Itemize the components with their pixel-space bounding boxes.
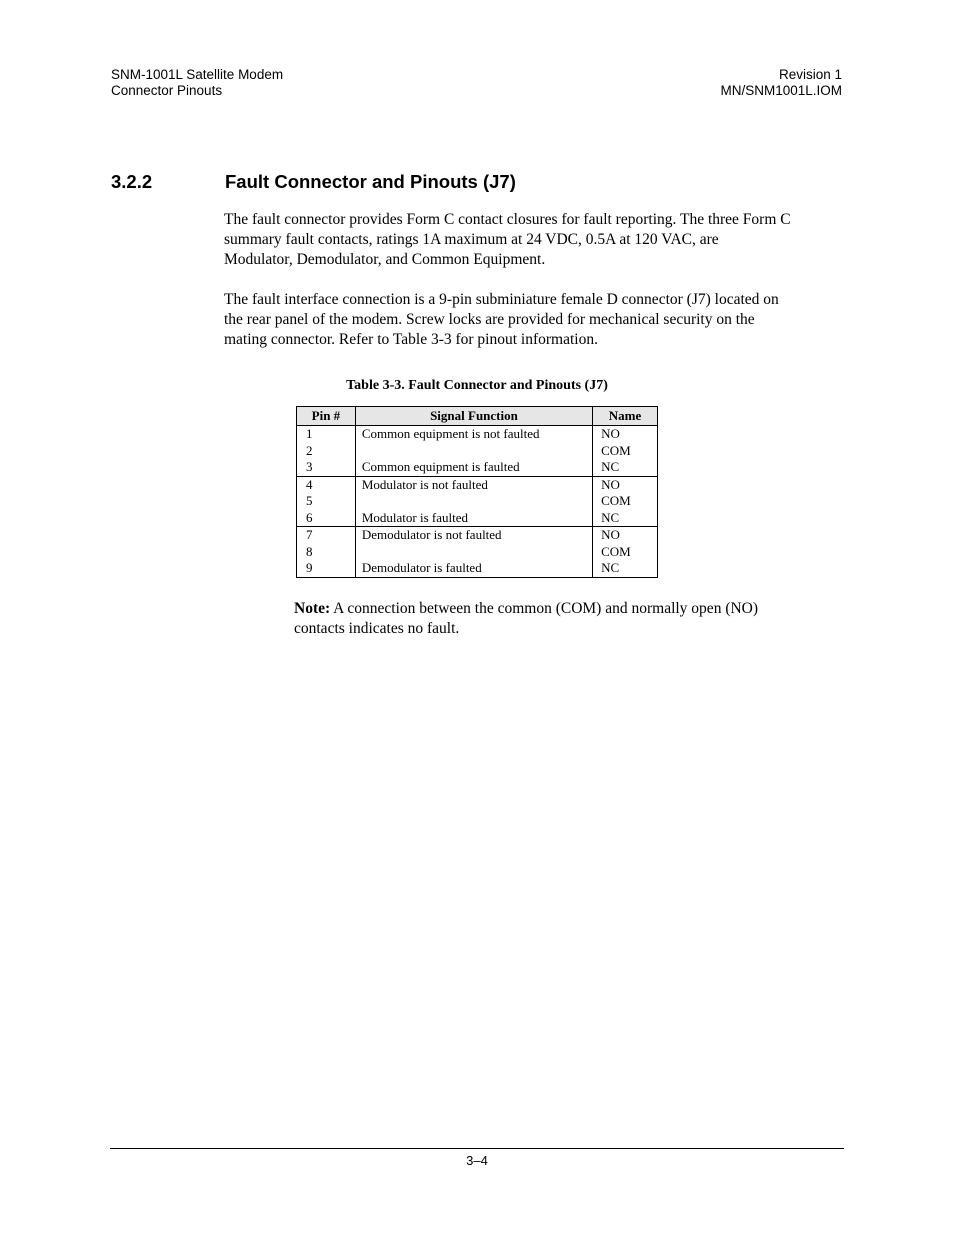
paragraph-fault-contacts xyxy=(224,210,844,270)
pin-cell: 6 xyxy=(297,510,356,527)
note-label: Note: xyxy=(294,600,331,617)
signal-function-cell: Common equipment is faulted xyxy=(355,459,592,476)
signal-function-cell xyxy=(355,493,592,510)
chapter-title: Connector Pinouts xyxy=(111,83,223,98)
pin-name-cell: NO xyxy=(593,476,658,493)
paragraph-line: The fault connector provides Form C contact closures for fault reporting. The three Form C xyxy=(224,211,791,228)
signal-function-cell xyxy=(355,544,592,561)
document-title: SNM-1001L Satellite Modem xyxy=(111,67,284,82)
section-number: 3.2.2 xyxy=(111,171,153,192)
table-row xyxy=(297,560,658,577)
table-row xyxy=(297,493,658,510)
paragraph-line: The fault interface connection is a 9-pin subminiature female D connector (J7) located on xyxy=(224,291,779,308)
note-line xyxy=(294,599,844,619)
signal-function-cell: Modulator is faulted xyxy=(355,510,592,527)
section-heading xyxy=(111,171,516,193)
note-text: A connection between the common (COM) and normally open (NO) xyxy=(330,600,759,617)
note-line: contacts indicates no fault. xyxy=(294,620,460,637)
column-header-signal-function: Signal Function xyxy=(355,407,592,426)
paragraph-line: mating connector. Refer to Table 3-3 for pinout information. xyxy=(224,331,598,348)
pin-cell: 3 xyxy=(297,459,356,476)
signal-function-cell: Demodulator is not faulted xyxy=(355,527,592,544)
column-header-pin: Pin # xyxy=(297,407,356,426)
document-number: MN/SNM1001L.IOM xyxy=(720,83,842,98)
pin-name-cell: COM xyxy=(593,443,658,460)
table-row xyxy=(297,426,658,443)
pin-name-cell: NC xyxy=(593,510,658,527)
table-caption: Table 3-3. Fault Connector and Pinouts (J7) xyxy=(346,378,608,393)
pin-cell: 7 xyxy=(297,527,356,544)
pin-cell: 8 xyxy=(297,544,356,561)
section-title: Fault Connector and Pinouts (J7) xyxy=(225,171,516,192)
paragraph-line: summary fault contacts, ratings 1A maximum at 24 VDC, 0.5A at 120 VAC, are xyxy=(224,231,719,248)
signal-function-cell xyxy=(355,443,592,460)
signal-function-cell: Modulator is not faulted xyxy=(355,476,592,493)
pin-cell: 2 xyxy=(297,443,356,460)
table-row xyxy=(297,527,658,544)
pin-name-cell: NC xyxy=(593,459,658,476)
pin-name-cell: NO xyxy=(593,527,658,544)
pin-cell: 9 xyxy=(297,560,356,577)
pin-cell: 4 xyxy=(297,476,356,493)
table-row xyxy=(297,459,658,476)
note-paragraph xyxy=(294,599,844,639)
paragraph-line: the rear panel of the modem. Screw locks are provided for mechanical security on the xyxy=(224,311,755,328)
revision-label: Revision 1 xyxy=(778,67,842,82)
signal-function-cell: Common equipment is not faulted xyxy=(355,426,592,443)
table-header-row xyxy=(297,407,658,426)
running-header-right xyxy=(720,67,842,99)
pin-name-cell: NO xyxy=(593,426,658,443)
running-header-left xyxy=(111,67,283,99)
table-row xyxy=(297,510,658,527)
page-number: 3–4 xyxy=(466,1153,488,1168)
pin-name-cell: COM xyxy=(593,544,658,561)
footer-divider xyxy=(110,1148,844,1149)
paragraph-line: Modulator, Demodulator, and Common Equipment. xyxy=(224,251,546,268)
pin-name-cell: NC xyxy=(593,560,658,577)
paragraph-fault-interface xyxy=(224,290,844,350)
pin-cell: 1 xyxy=(297,426,356,443)
pinout-table xyxy=(296,406,658,578)
signal-function-cell: Demodulator is faulted xyxy=(355,560,592,577)
table-row xyxy=(297,443,658,460)
table-row xyxy=(297,544,658,561)
column-header-name: Name xyxy=(593,407,658,426)
table-row xyxy=(297,476,658,493)
pin-name-cell: COM xyxy=(593,493,658,510)
pin-cell: 5 xyxy=(297,493,356,510)
